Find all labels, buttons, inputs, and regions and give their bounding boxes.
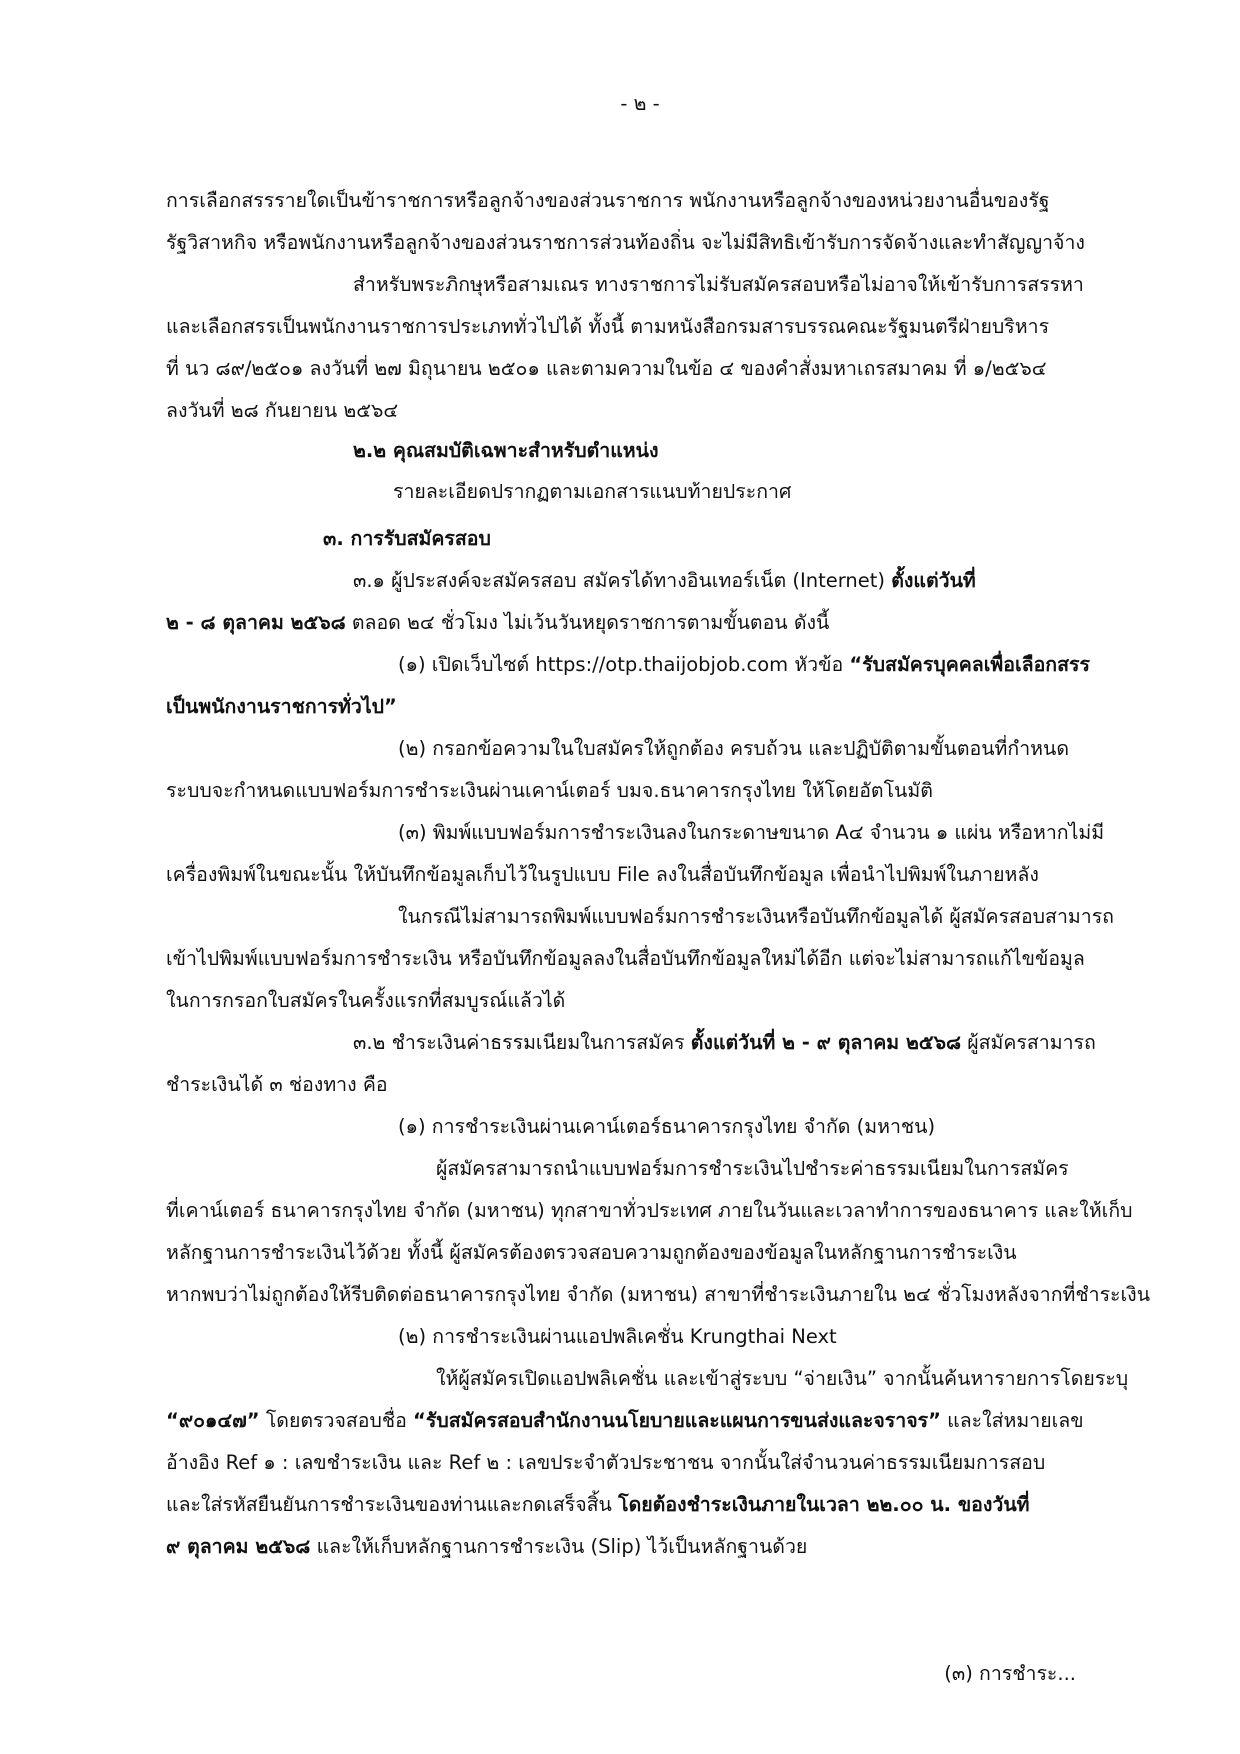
paragraph-text: ผู้สมัครสามารถ xyxy=(967,1031,1096,1054)
page-number: - ๒ - xyxy=(620,92,660,115)
paragraph-line: อ้างอิง Ref ๑ : เลขชำระเงิน และ Ref ๒ : เลขประจำตัวประชาชน จากนั้นใส่จำนวนค่าธรรมเนียมการสอบ xyxy=(166,1451,1046,1474)
paragraph-line xyxy=(166,1493,1030,1516)
paragraph-line: (๒) การชำระเงินผ่านแอปพลิเคชั่น Krungthai Next xyxy=(398,1325,837,1348)
paragraph-line: ให้ผู้สมัครเปิดแอปพลิเคชั่น และเข้าสู่ระบบ “จ่ายเงิน” จากนั้นค้นหารายการโดยระบุ xyxy=(436,1367,1129,1390)
emphasis-text: ตั้งแต่วันที่ xyxy=(891,569,976,592)
paragraph-line: (๑) การชำระเงินผ่านเคาน์เตอร์ธนาคารกรุงไทย จำกัด (มหาชน) xyxy=(398,1115,936,1138)
paragraph-text: โดยตรวจสอบชื่อ xyxy=(265,1409,407,1432)
paragraph-text: ตลอด ๒๔ ชั่วโมง ไม่เว้นวันหยุดราชการตามขั้นตอน ดังนี้ xyxy=(351,611,830,634)
paragraph-line: รัฐวิสาหกิจ หรือพนักงานหรือลูกจ้างของส่วนราชการส่วนท้องถิ่น จะไม่มีสิทธิเข้ารับการจัดจ้างและทำสัญญาจ้าง xyxy=(166,231,1085,254)
paragraph-line: สำหรับพระภิกษุหรือสามเณร ทางราชการไม่รับสมัครสอบหรือไม่อาจให้เข้ารับการสรรหา xyxy=(353,273,1084,296)
paragraph-line: และเลือกสรรเป็นพนักงานราชการประเภททั่วไปได้ ทั้งนี้ ตามหนังสือกรมสารบรรณคณะรัฐมนตรีฝ่ายบริหาร xyxy=(166,315,1050,338)
paragraph-line: รายละเอียดปรากฏตามเอกสารแนบท้ายประกาศ xyxy=(393,480,792,503)
continuation-footer: (๓) การชำระ... xyxy=(944,1662,1076,1685)
emphasis-text: ตั้งแต่วันที่ ๒ - ๙ ตุลาคม ๒๕๖๘ xyxy=(690,1031,961,1054)
paragraph-text: ๓.๒ ชำระเงินค่าธรรมเนียมในการสมัคร xyxy=(353,1031,685,1054)
emphasis-text: “๙๐๑๔๗” xyxy=(166,1409,260,1432)
paragraph-line: เครื่องพิมพ์ในขณะนั้น ให้บันทึกข้อมูลเก็บไว้ในรูปแบบ File ลงในสื่อบันทึกข้อมูล เพื่อนำไปพิมพ์ในภายหลัง xyxy=(166,863,1039,886)
emphasis-text: “รับสมัครสอบสำนักงานนโยบายและแผนการขนส่งและจราจร” xyxy=(413,1409,941,1432)
paragraph-line: ในการกรอกใบสมัครในครั้งแรกที่สมบูรณ์แล้วได้ xyxy=(166,989,566,1012)
paragraph-text: และใส่รหัสยืนยันการชำระเงินของท่านและกดเสร็จสิ้น xyxy=(166,1493,612,1516)
paragraph-line: หลักฐานการชำระเงินไว้ด้วย ทั้งนี้ ผู้สมัครต้องตรวจสอบความถูกต้องของข้อมูลในหลักฐานการชำระเงิน xyxy=(166,1241,1017,1264)
section-heading: ๓. การรับสมัครสอบ xyxy=(323,527,491,550)
paragraph-text: (๑) เปิดเว็บไซต์ https://otp.thaijobjob.com หัวข้อ xyxy=(398,653,844,676)
paragraph-line: ชำระเงินได้ ๓ ช่องทาง คือ xyxy=(166,1073,388,1096)
paragraph-text: และให้เก็บหลักฐานการชำระเงิน (Slip) ไว้เป็นหลักฐานด้วย xyxy=(316,1535,808,1558)
paragraph-line: (๓) พิมพ์แบบฟอร์มการชำระเงินลงในกระดาษขนาด A๔ จำนวน ๑ แผ่น หรือหากไม่มี xyxy=(398,821,1105,844)
emphasis-text: โดยต้องชำระเงินภายในเวลา ๒๒.๐๐ น. ของวันที่ xyxy=(618,1493,1030,1516)
section-heading: ๒.๒ คุณสมบัติเฉพาะสำหรับตำแหน่ง xyxy=(353,439,659,462)
paragraph-line xyxy=(166,1535,807,1558)
paragraph-line xyxy=(398,653,1090,676)
emphasis-text: ๙ ตุลาคม ๒๕๖๘ xyxy=(166,1535,311,1558)
paragraph-line: ลงวันที่ ๒๘ กันยายน ๒๕๖๔ xyxy=(166,399,399,422)
paragraph-line: ที่ นว ๘๙/๒๕๐๑ ลงวันที่ ๒๗ มิถุนายน ๒๕๐๑ และตามความในข้อ ๔ ของคำสั่งมหาเถรสมาคม ที่ ๑/๒๕๖๔ xyxy=(166,357,1047,380)
paragraph-line: เป็นพนักงานราชการทั่วไป” xyxy=(166,695,397,718)
paragraph-line xyxy=(353,569,976,592)
paragraph-line: ผู้สมัครสามารถนำแบบฟอร์มการชำระเงินไปชำระค่าธรรมเนียมในการสมัคร xyxy=(436,1157,1069,1180)
paragraph-line xyxy=(166,611,829,634)
paragraph-line xyxy=(353,1031,1096,1054)
emphasis-text: “รับสมัครบุคคลเพื่อเลือกสรร xyxy=(849,653,1090,676)
paragraph-text: ๓.๑ ผู้ประสงค์จะสมัครสอบ สมัครได้ทางอินเทอร์เน็ต (Internet) xyxy=(353,569,886,592)
paragraph-text: และใส่หมายเลข xyxy=(947,1409,1084,1432)
paragraph-line: ในกรณีไม่สามารถพิมพ์แบบฟอร์มการชำระเงินหรือบันทึกข้อมูลได้ ผู้สมัครสอบสามารถ xyxy=(398,905,1114,928)
paragraph-line: ระบบจะกำหนดแบบฟอร์มการชำระเงินผ่านเคาน์เตอร์ บมจ.ธนาคารกรุงไทย ให้โดยอัตโนมัติ xyxy=(166,779,933,802)
paragraph-line: การเลือกสรรรายใดเป็นข้าราชการหรือลูกจ้างของส่วนราชการ พนักงานหรือลูกจ้างของหน่วยงานอื่นของรัฐ xyxy=(166,189,1050,212)
paragraph-line: ที่เคาน์เตอร์ ธนาคารกรุงไทย จำกัด (มหาชน) ทุกสาขาทั่วประเทศ ภายในวันและเวลาทำการของธนาคาร และให้เก็บ xyxy=(166,1199,1133,1222)
paragraph-line: เข้าไปพิมพ์แบบฟอร์มการชำระเงิน หรือบันทึกข้อมูลลงในสื่อบันทึกข้อมูลใหม่ได้อีก แต่จะไม่สามารถแก้ไขข้อมูล xyxy=(166,947,1085,970)
emphasis-text: ๒ - ๘ ตุลาคม ๒๕๖๘ xyxy=(166,611,346,634)
paragraph-line xyxy=(166,1409,1084,1432)
paragraph-line: หากพบว่าไม่ถูกต้องให้รีบติดต่อธนาคารกรุงไทย จำกัด (มหาชน) สาขาที่ชำระเงินภายใน ๒๔ ชั่วโมงหลังจากที่ชำระเงิน xyxy=(166,1283,1151,1306)
paragraph-line: (๒) กรอกข้อความในใบสมัครให้ถูกต้อง ครบถ้วน และปฏิบัติตามขั้นตอนที่กำหนด xyxy=(398,737,1069,760)
